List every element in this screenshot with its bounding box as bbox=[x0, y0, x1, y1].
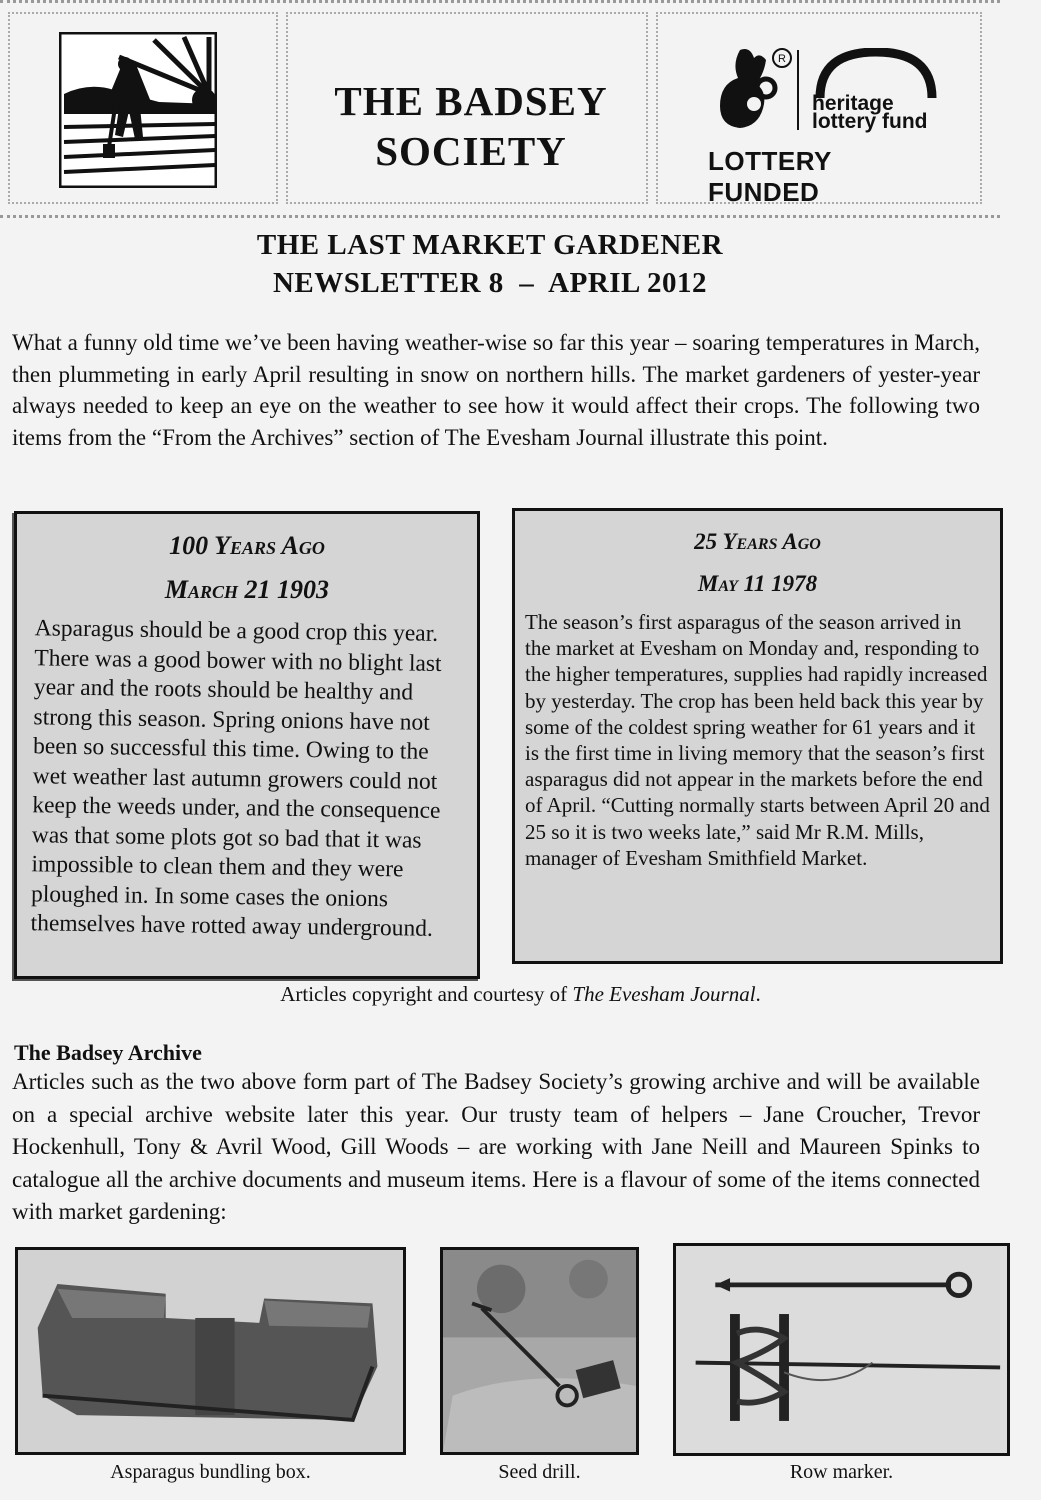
crossed-fingers-logo bbox=[710, 46, 794, 134]
seed-drill-photo bbox=[440, 1247, 639, 1455]
hlf-line2: lottery fund bbox=[812, 110, 928, 133]
archive-heading: The Badsey Archive bbox=[14, 1040, 202, 1065]
society-name-line2: SOCIETY bbox=[375, 128, 567, 174]
photo-caption: Row marker. bbox=[789, 1461, 894, 1483]
archive-paragraph: Articles such as the two above form part of The Badsey Society’s growing archive and will be available on a special archive website later this year. Our trusty team of helpers – Jane Croucher, Trevor Hockenhull, Tony & Avril Wood, Gill Woods – are working with Jane Neill and Maureen Spinks to catalogue all the archive documents and museum items. Here is a flavour of some of the items connected with market gardening: bbox=[12, 1069, 980, 1224]
credit-suffix: . bbox=[755, 982, 761, 1006]
article-heading-line1: 25 Years Ago bbox=[694, 529, 821, 554]
newsletter-title bbox=[120, 226, 860, 302]
title-line2: NEWSLETTER 8 – APRIL 2012 bbox=[272, 267, 708, 299]
photo-caption: Asparagus bundling box. bbox=[110, 1461, 311, 1483]
svg-text:R: R bbox=[778, 53, 786, 65]
credit-source: The Evesham Journal bbox=[572, 982, 756, 1006]
article-heading-line2: March 21 1903 bbox=[164, 575, 330, 604]
article-heading-line2: May 11 1978 bbox=[697, 571, 818, 596]
lottery-divider bbox=[797, 50, 799, 130]
article-body: The season’s first asparagus of the season arrived in the market at Evesham on Monday and, responding to the higher temperatures, supplies had rapidly increased by yesterday. The crop has been held back this year by some of the coldest spring weather for 61 years and it is the first time in living memory that the season’s first asparagus did not appear in the markets before the end of April. “Cutting normally starts between April 20 and 25 so it is two weeks late,” said Mr R.M. Mills, manager of Evesham Smithfield Market. bbox=[525, 610, 990, 870]
copyright-credit bbox=[0, 982, 1041, 1007]
society-name bbox=[296, 76, 646, 176]
article-100-years-ago bbox=[14, 511, 480, 979]
intro-paragraph: What a funny old time we’ve been having weather-wise so far this year – soaring temperatures in March, then plummeting in early April resulting in snow on northern hills. The market gardeners of yester-year always needed to keep an eye on the weather to see how it would affect their crops. The following two items from the “From the Archives” section of The Evesham Journal illustrate this point. bbox=[12, 330, 980, 450]
heritage-lottery-fund-text bbox=[812, 92, 952, 133]
society-name-line1: THE BADSEY bbox=[334, 78, 608, 124]
hlf-line1: heritage bbox=[812, 92, 894, 115]
lottery-funded-label: LOTTERY FUNDED bbox=[708, 146, 832, 207]
row-marker-photo bbox=[673, 1243, 1010, 1456]
photo-caption: Seed drill. bbox=[498, 1461, 581, 1483]
title-line1: THE LAST MARKET GARDENER bbox=[256, 229, 724, 261]
article-heading bbox=[515, 521, 1000, 605]
article-heading bbox=[17, 524, 477, 612]
credit-prefix: Articles copyright and courtesy of bbox=[280, 982, 573, 1006]
article-25-years-ago bbox=[512, 508, 1003, 964]
gardener-with-spade-sunrise-logo bbox=[59, 32, 217, 188]
article-body: Asparagus should be a good crop this year. There was a good bower with no blight last year and the roots should be healthy and strong this season. Spring onions have not been so successful this time. Owing to the wet weather last autumn growers could not keep the weeds under, and the consequence was that some plots got so bad that it was impossible to clean them and they were ploughed in. In some cases the onions themselves have rotted away underground. bbox=[30, 615, 442, 942]
article-heading-line1: 100 Years Ago bbox=[169, 531, 325, 560]
asparagus-bundling-box-photo bbox=[15, 1247, 406, 1455]
